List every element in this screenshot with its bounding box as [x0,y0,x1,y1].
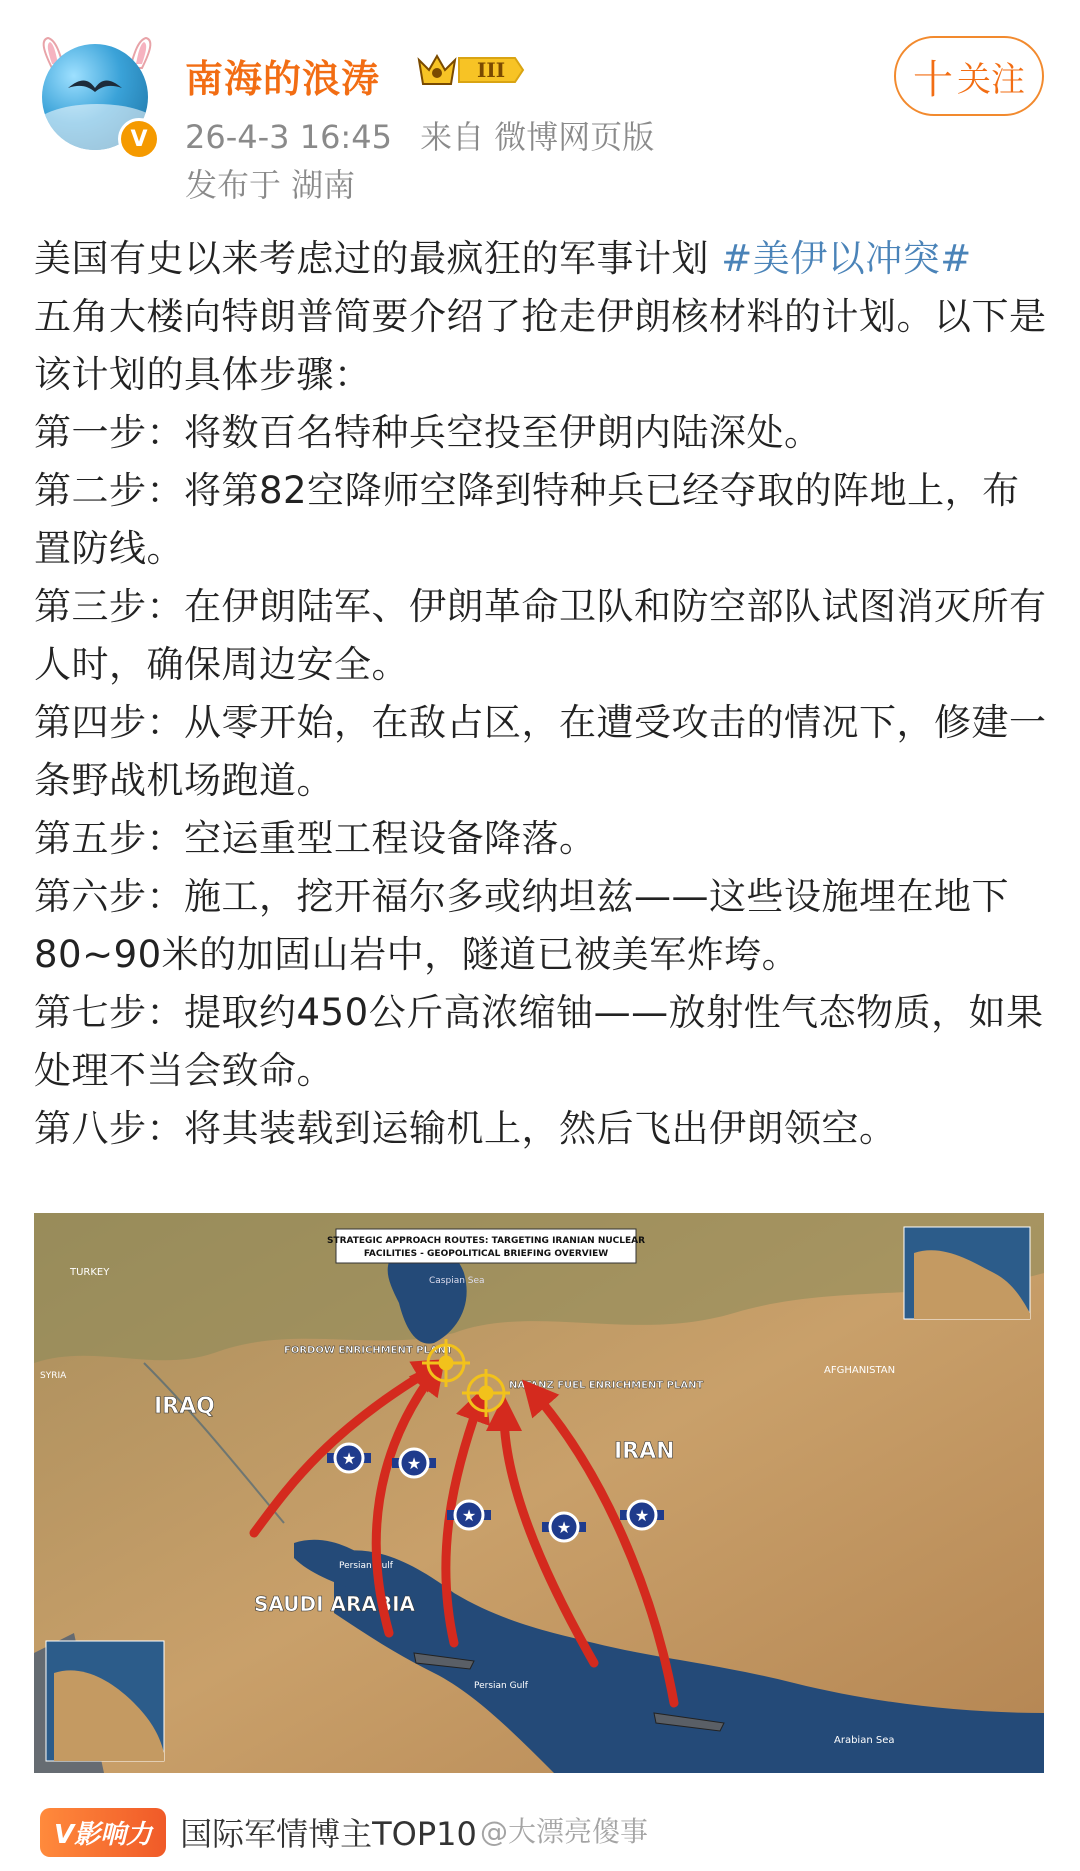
svg-text:SYRIA: SYRIA [40,1371,67,1381]
follow-button[interactable] [894,36,1044,116]
svg-text:★: ★ [634,1506,650,1525]
svg-text:TURKEY: TURKEY [70,1267,110,1278]
avatar[interactable] [34,34,160,160]
crown-level-badge-icon [415,50,525,90]
svg-text:★: ★ [461,1506,477,1525]
svg-text:Persian Gulf: Persian Gulf [474,1681,528,1691]
post-step: 第二步：将第82空降师空降到特种兵已经夺取的阵地上，布置防线。 [34,469,1020,570]
post-step: 第四步：从零开始，在敌占区，在遭受攻击的情况下，修建一条野战机场跑道。 [34,701,1047,802]
post-step: 第七步：提取约450公斤高浓缩铀——放射性气态物质，如果处理不当会致命。 [34,991,1044,1092]
hashtag-link[interactable]: #美伊以冲突# [721,237,972,280]
svg-text:Persian Gulf: Persian Gulf [339,1561,393,1571]
svg-text:SAUDI ARABIA: SAUDI ARABIA [254,1592,416,1616]
post-step: 第五步：空运重型工程设备降落。 [34,817,597,860]
svg-text:FORDOW ENRICHMENT PLANT: FORDOW ENRICHMENT PLANT [284,1345,453,1356]
watermark: @大漂亮傻事 [480,1815,649,1848]
post-step: 第三步：在伊朗陆军、伊朗革命卫队和防空部队试图消灭所有人时，确保周边安全。 [34,585,1047,686]
post-step: 第六步：施工，挖开福尔多或纳坦兹——这些设施埋在地下80~90米的加固山岩中，隧道已被美军炸垮。 [34,875,1009,976]
influence-tag: V影响力 [40,1808,166,1857]
post-image-map[interactable] [34,1213,1044,1773]
svg-text:★: ★ [341,1449,357,1468]
seabird-icon [68,76,122,98]
follow-label: 关注 [957,59,1025,100]
username[interactable]: 南海的浪涛 [185,57,381,101]
svg-text:IRAN: IRAN [614,1439,675,1464]
svg-text:AFGHANISTAN: AFGHANISTAN [824,1365,896,1376]
svg-text:NATANZ FUEL ENRICHMENT PLANT: NATANZ FUEL ENRICHMENT PLANT [509,1380,704,1391]
svg-text:★: ★ [556,1518,572,1537]
influence-text: 国际军情博主TOP10 [180,1815,477,1853]
svg-text:★: ★ [406,1454,422,1473]
verified-badge-icon: V [118,118,160,160]
post-source: 来自 微博网页版 [420,118,655,156]
post-step: 第八步：将其装载到运输机上，然后飞出伊朗领空。 [34,1107,897,1150]
post-paragraph: 五角大楼向特朗普简要介绍了抢走伊朗核材料的计划。以下是该计划的具体步骤： [34,295,1047,396]
plus-icon: 十 [913,56,953,103]
svg-text:FACILITIES - GEOPOLITICAL BRIE: FACILITIES - GEOPOLITICAL BRIEFING OVERVIEW [363,1249,609,1259]
svg-text:Caspian Sea: Caspian Sea [429,1276,485,1286]
svg-text:IRAQ: IRAQ [154,1394,215,1419]
post-text [34,230,1054,1158]
svg-text:STRATEGIC APPROACH ROUTES: TAR: STRATEGIC APPROACH ROUTES: TARGETING IRANIAN NUCLEAR [326,1236,646,1246]
post-step: 第一步：将数百名特种兵空投至伊朗内陆深处。 [34,411,822,454]
post-lead [34,230,1054,288]
influence-badge[interactable] [40,1804,477,1860]
svg-text:III: III [477,58,506,82]
post-location: 发布于 湖南 [185,166,356,204]
post-meta [185,112,672,158]
post-date: 26-4-3 16:45 [185,118,392,156]
post-lead-text: 美国有史以来考虑过的最疯狂的军事计划 [34,237,722,280]
post-header [0,0,1080,225]
svg-text:Arabian Sea: Arabian Sea [834,1735,895,1746]
